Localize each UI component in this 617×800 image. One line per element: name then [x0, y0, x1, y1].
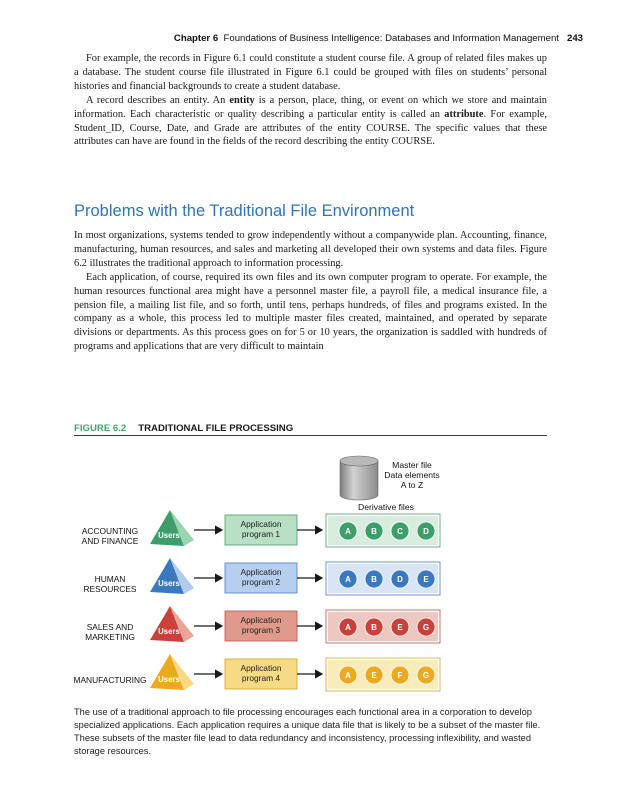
file-letter: A [345, 671, 351, 680]
master-file-label: Data elements [384, 470, 440, 480]
file-letter: A [345, 623, 351, 632]
users-label: Users [158, 675, 180, 684]
department-label: AND FINANCE [81, 536, 139, 546]
file-letter: D [397, 575, 403, 584]
department-label: HUMAN [94, 574, 126, 584]
page-number: 243 [566, 33, 583, 44]
department-label: ACCOUNTING [81, 526, 139, 536]
application-label: program 2 [241, 577, 281, 587]
file-letter: A [345, 527, 351, 536]
figure-title: TRADITIONAL FILE PROCESSING [138, 423, 294, 434]
users-label: Users [158, 579, 180, 588]
figure-caption: The use of a traditional approach to file processing encourages each functional area in a corporation to develop specialized applications. Each application requires a unique data file that is likely to be a subset of the master file. These subsets of the master file lead to data redundancy and inconsistency, processing inflexibility, and wasted storage resources. [74, 707, 541, 756]
paragraph: Each application, of course, required its own files and its own computer program to operate. For example, the human resources functional area might have a personnel master file, a payroll file, a medical insurance file, a pension file, a mailing list file, and so forth, until tens, perhaps hundreds, of files and programs existed. In the company as a whole, this process led to multiple master files created, maintained, and operated by separate divisions or departments. As this process goes on for 5 or 10 years, the organization is saddled with hundreds of programs and applications that are very difficult to maintain [74, 271, 547, 353]
paragraph: For example, the records in Figure 6.1 could constitute a student course file. A group of related files makes up a database. The student course file illustrated in Figure 6.1 could be grouped with files on students’ personal histories and financial backgrounds to create a student database. [74, 53, 547, 92]
master-file-cylinder [340, 456, 378, 500]
application-label: program 4 [241, 673, 281, 683]
users-label: Users [158, 627, 180, 636]
application-label: Application [240, 615, 282, 625]
chapter-label: Chapter 6 [173, 33, 219, 44]
file-letter: B [371, 623, 377, 632]
department-label: MARKETING [85, 632, 135, 642]
master-file-label: A to Z [400, 480, 424, 490]
derivative-files-label: Derivative files [358, 502, 414, 512]
term-entity: entity [229, 94, 255, 106]
file-letter: G [422, 671, 430, 680]
figure-number: FIGURE 6.2 [74, 423, 127, 434]
master-file-label: Master file [392, 460, 432, 470]
department-label: SALES AND [86, 622, 134, 632]
users-label: Users [158, 531, 180, 540]
department-label: RESOURCES [83, 584, 137, 594]
application-label: Application [240, 567, 282, 577]
application-label: Application [240, 519, 282, 529]
paragraph: A record describes an entity. An entity is a person, place, thing, or event on which we store and maintain information. Each characteristic or quality describing a particular entity is called an attribute. For example, Student_ID, Course, Date, and Grade are attributes of the entity COURSE. The specific values that these attributes can have are found in the fields of the record describing the entity COURSE. [74, 94, 548, 148]
paragraph: In most organizations, systems tended to grow independently without a companywide plan. Accounting, finance, manufacturing, human resources, and sales and marketing all developed their own systems and data files. Figure 6.2 illustrates the traditional approach to information processing. [74, 230, 547, 269]
term-attribute: attribute [444, 108, 484, 120]
file-letter: F [397, 671, 403, 680]
file-letter: G [422, 623, 430, 632]
chapter-title: Foundations of Business Intelligence: Databases and Information Management [223, 33, 559, 44]
file-letter: E [371, 671, 377, 680]
application-label: program 1 [241, 529, 281, 539]
department-label: MANUFACTURING [73, 675, 147, 685]
file-letter: C [397, 527, 403, 536]
file-letter: D [423, 527, 429, 536]
file-letter: E [423, 575, 429, 584]
section-heading: Problems with the Traditional File Environment [74, 202, 415, 220]
application-label: program 3 [241, 625, 281, 635]
file-letter: E [397, 623, 403, 632]
file-letter: A [345, 575, 351, 584]
application-label: Application [240, 663, 282, 673]
file-letter: B [371, 575, 377, 584]
file-letter: B [371, 527, 377, 536]
